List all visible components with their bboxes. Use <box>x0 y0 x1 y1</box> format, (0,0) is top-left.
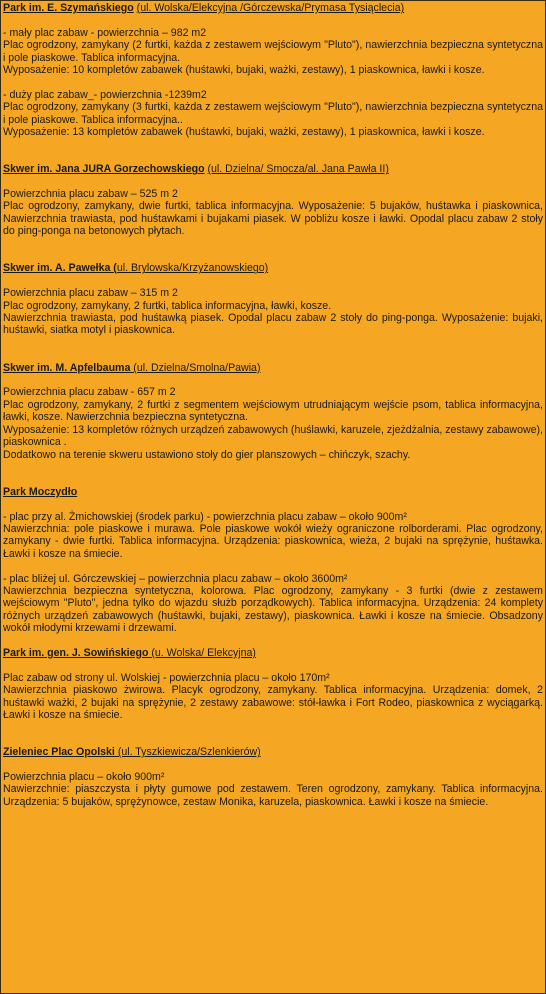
section-heading-line <box>3 486 543 498</box>
paragraph: Plac zabaw od strony ul. Wolskiej - powierzchnia placu – około 170m² <box>3 671 330 684</box>
paragraph: Powierzchnia placu zabaw – 315 m 2 <box>3 287 178 300</box>
paragraph: Powierzchnia placu zabaw – 525 m 2 <box>3 188 178 201</box>
section-apfelbauma <box>3 362 543 461</box>
section-address: (ul. Dzielna/Smolna/Pawia) <box>130 361 261 374</box>
section-address: (u. Wolska/ Elekcyjna) <box>148 646 256 659</box>
section-szymanskiego <box>3 2 543 138</box>
paragraph: Wyposażenie: 13 kompletów zabawek (huśtawki, bujaki, ważki, zestawy), 1 piaskownica, ławki i kosze. <box>3 126 485 139</box>
section-address: (ul. Tyszkiewicza/Szlenkierów) <box>114 746 261 759</box>
section-sowinskiego <box>3 647 543 721</box>
paragraph: Nawierzchnia piaskowo żwirowa. Placyk ogrodzony, zamykany. Tablica informacyjna. Urządzenia: domek, 2 huśtawki ważki, 2 bujaki na sprężynie, 2 zestawy zabawowe: stół-ławka i Fort Rodeo, piaskownica z wyciągarką. Ławki i kosze na śmiecie. <box>3 684 543 721</box>
section-heading-line <box>3 362 543 374</box>
section-heading-line <box>3 2 543 14</box>
section-heading-line <box>3 262 543 274</box>
section-title: Skwer im. A. Pawełka ( <box>3 262 117 275</box>
section-title: Park im. E. Szymańskiego <box>3 2 134 14</box>
paragraph: Plac ogrodzony, zamykany (2 furtki, każda z zestawem wejściowym "Pluto"), nawierzchnia bezpieczna syntetyczna i pole piaskowe. Tablica informacyjna. <box>3 39 543 64</box>
section-title: Zieleniec Plac Opolski <box>3 746 115 759</box>
paragraph: - plac przy al. Żmichowskiej (środek parku) - powierzchnia placu zabaw – około 900m² <box>3 510 407 523</box>
paragraph: Powierzchnia placu – około 900m² <box>3 770 165 783</box>
paragraph: Powierzchnia placu zabaw - 657 m 2 <box>3 386 176 399</box>
section-heading-line <box>3 647 543 659</box>
paragraph: Dodatkowo na terenie skweru ustawiono stoły do gier planszowych – chińczyk, szachy. <box>3 448 411 461</box>
paragraph: Plac ogrodzony, zamykany (3 furtki, każda z zestawem wejściowym "Pluto"), nawierzchnia bezpieczna syntetyczna i pole piaskowe. Tablica informacyjna.. <box>3 101 543 126</box>
paragraph: Nawierzchnia bezpieczna syntetyczna, kolorowa. Plac ogrodzony, zamykany - 3 furtki (dwie z zestawem wejściowym "Pluto", jedna tylko do wjazdu służb porządkowych). Tablica informacyjna. Urządzenia: 24 komplety różnych urządzeń zabawowych (huśtawki, bujaki, zestawy), piaskownica. Ławki i kosze na śmiecie. Obsadzony wokół młodymi krzewami i drzewami. <box>3 584 543 635</box>
section-title: Park Moczydło <box>3 485 78 498</box>
section-pawelka <box>3 262 543 336</box>
paragraph: - mały plac zabaw - powierzchnia – 982 m2 <box>3 26 207 39</box>
paragraph: Nawierzchnie: piaszczysta i płyty gumowe pod zestawem. Teren ogrodzony, zamykany. Tablica informacyjna. Urządzenia: 5 bujaków, sprężynowce, zestaw Monika, karuzela, piaskownica. Ławki i kosze na śmiecie. <box>3 783 543 808</box>
paragraph: Plac ogrodzony, zamykany, 2 furtki, tablica informacyjna, ławki, kosze. <box>3 299 332 312</box>
paragraph: - plac bliżej ul. Górczewskiej – powierzchnia placu zabaw – około 3600m² <box>3 572 348 585</box>
section-heading-line <box>3 163 543 175</box>
section-plac-opolski <box>3 746 543 808</box>
section-title: Park im. gen. J. Sowińskiego <box>3 646 149 659</box>
section-address: (ul. Dzielna/ Smocza/al. Jana Pawła II) <box>207 163 389 176</box>
section-gorzechowskiego <box>3 163 543 237</box>
section-title: Skwer im. M. Apfelbauma <box>3 361 131 374</box>
paragraph: Wyposażenie: 13 kompletów różnych urządzeń zabawowych (huślawki, karuzele, zjeżdżalnia, zestawy zabawowe), piaskownica . <box>3 423 543 449</box>
section-moczydlo <box>3 486 543 635</box>
section-address: ul. Brylowska/Krzyżanowskiego) <box>116 262 269 275</box>
paragraph: Plac ogrodzony, zamykany, 2 furtki z segmentem wejściowym utrudniającym wejście psom, tablica informacyjna, ławki, kosze. Nawierzchnia bezpieczna syntetyczna. <box>3 398 543 424</box>
section-heading-line <box>3 746 543 758</box>
paragraph: Plac ogrodzony, zamykany, dwie furtki, tablica informacyjna. Wyposażenie: 5 bujaków, huśtawka i piaskownica, Nawierzchnia trawiasta, pod huśtawkami i bujakami piasek. W pobliżu kosze i ławki. Opodal placu zabaw 2 stoły do ping-ponga na betonowych płytach. <box>3 200 543 238</box>
section-address: (ul. Wolska/Elekcyjna /Górczewska/Prymasa Tysiąclecia) <box>136 2 405 14</box>
paragraph: - duży plac zabaw_- powierzchnia -1239m2 <box>3 88 207 101</box>
paragraph: Nawierzchnia: pole piaskowe i murawa. Pole piaskowe wokół wieży ograniczone rolborderami. Plac ogrodzony, zamykany - dwie furtki. Tablica informacyjna. Urządzenia: piaskownica, wieża, 2 bujaki na sprężynie, huśtawka. Ławki i kosze na śmiecie. <box>3 522 543 560</box>
paragraph: Wyposażenie: 10 kompletów zabawek (huśtawki, bujaki, ważki, zestawy), 1 piaskownica, ławki i kosze. <box>3 64 485 77</box>
paragraph: Nawierzchnia trawiasta, pod huśtawką piasek. Opodal placu zabaw 2 stoły do ping-ponga. Wyposażenie: bujaki, huśtawki, siatka motyl i piaskownica. <box>3 312 543 337</box>
section-title: Skwer im. Jana JURA Gorzechowskiego <box>3 163 205 176</box>
